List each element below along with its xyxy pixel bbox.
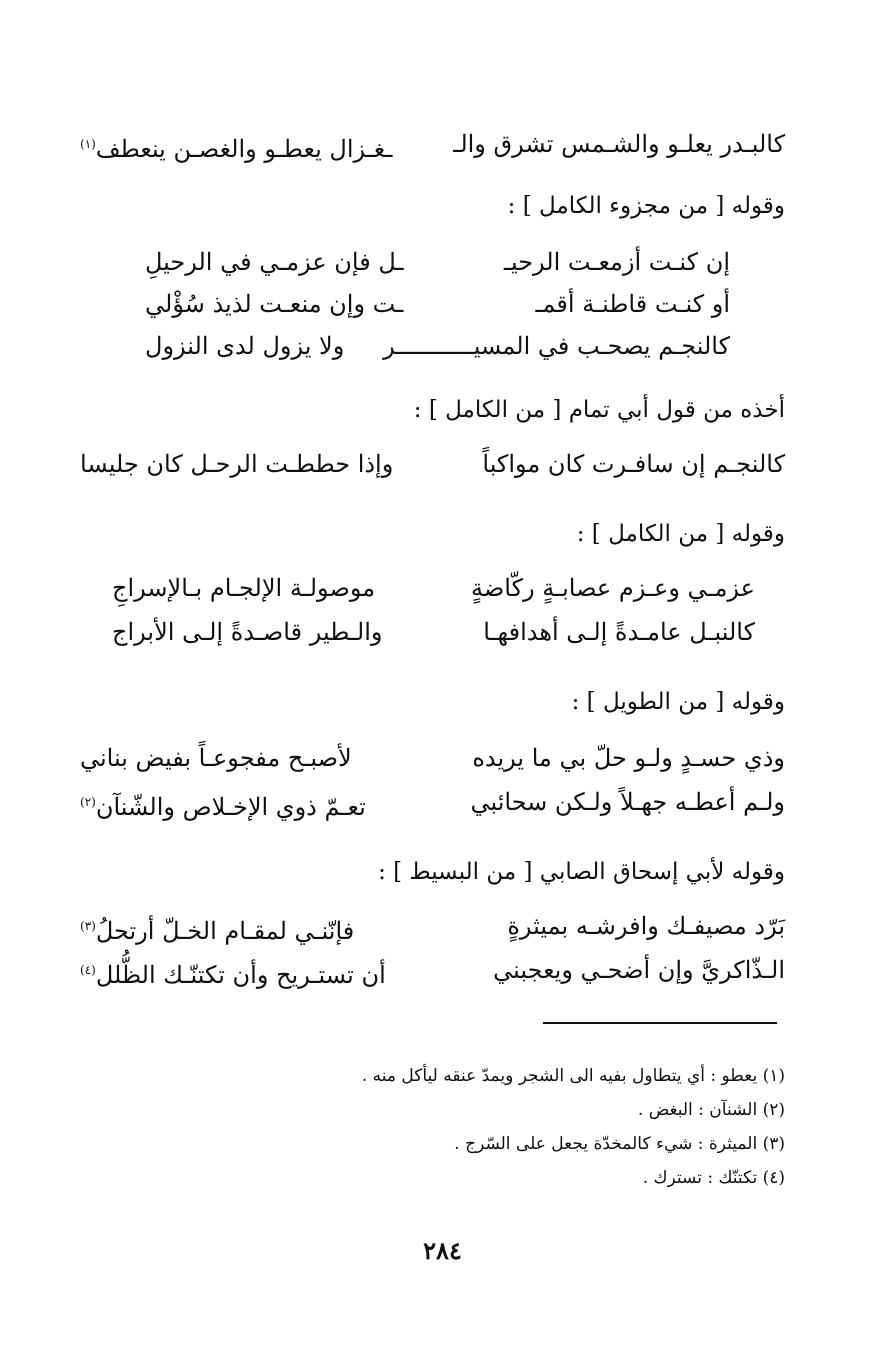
page-number: ٢٨٤	[423, 1236, 462, 1265]
footnote-separator	[543, 1022, 777, 1024]
section-heading: أخذه من قول أبي تمام [ من الكامل ] :	[413, 397, 785, 423]
footnote: (٣) الميثرة : شيء كالمخدّة يجعل على السّرج .	[454, 1134, 785, 1154]
verse-second-hemistich: ولا يزول لدى النزول	[145, 332, 345, 360]
footnote: (١) يعطو : أي يتطاول بفيه الى الشجر ويمدّ عنقه ليأكل منه .	[361, 1066, 785, 1086]
verse-first-hemistich: كالنبـل عامـدةً إلـى أهدافهـا	[483, 618, 755, 646]
verse-first-hemistich: بَرّد مصيفـك وافرشـه بميثرةٍ	[507, 912, 785, 940]
verse-first-hemistich: كالنجـم يصحـب في المسيـــــــــــر	[383, 332, 730, 360]
verse-second-hemistich	[80, 786, 366, 823]
verse-second-hemistich: والـطير قاصـدةً إلـى الأبراج	[112, 618, 383, 646]
verse-first-hemistich: ولـم أعطـه جهـلاً ولـكن سحائبي	[470, 788, 785, 816]
verse-second-text: فإنّنـي لمقـام الخـلّ أرتحلُ	[95, 917, 355, 945]
footnote-marker: (١)	[80, 137, 96, 151]
verse-second-text: أن تستـريح وأن تكتنّـك الظُّلل	[95, 961, 386, 989]
section-heading: وقوله لأبي إسحاق الصابي [ من البسيط ] :	[378, 859, 785, 885]
section-heading: وقوله [ من مجزوء الكامل ] :	[507, 193, 785, 219]
verse-second-text: ـغـزال يعطـو والغصـن ينعطف	[95, 135, 393, 163]
verse-second-text: تعـمّ ذوي الإخـلاص والشّنآن	[95, 793, 366, 821]
verse-second-hemistich	[80, 954, 386, 991]
footnote: (٤) تكتنّك : تسترك .	[642, 1168, 785, 1188]
footnote-marker: (٢)	[80, 795, 96, 809]
verse-second-hemistich: موصولـة الإلجـام بـالإسراجِ	[112, 574, 376, 602]
verse-second-hemistich: لأصبـح مفجوعـاً بفيض بناني	[80, 744, 352, 772]
verse-first-hemistich: إن كنـت أزمعـت الرحيـ	[503, 248, 730, 276]
verse-second-hemistich: ـل فإن عزمـي في الرحيلِ	[145, 248, 404, 276]
verse-first-hemistich: الـذّاكريَّ وإن أضحـي ويعجبني	[493, 956, 785, 984]
section-heading: وقوله [ من الكامل ] :	[576, 521, 785, 547]
footnote: (٢) الشنآن : البغض .	[637, 1100, 785, 1120]
verse-second-hemistich: ـت وإن منعـت لذيذ سُؤْلي	[145, 290, 404, 318]
footnote-marker: (٣)	[80, 919, 96, 933]
verse-first-hemistich: كالبـدر يعلـو والشـمس تشرق والـ	[453, 130, 785, 158]
verse-second-hemistich: وإذا حططـت الرحـل كان جليسا	[80, 450, 394, 478]
verse-first-hemistich: أو كنـت قاطنـة أقمـ	[535, 290, 730, 318]
verse-second-hemistich	[80, 128, 392, 165]
section-heading: وقوله [ من الطويل ] :	[571, 689, 785, 715]
verse-first-hemistich: كالنجـم إن سافـرت كان مواكباً	[482, 450, 785, 478]
verse-first-hemistich: عزمـي وعـزم عصابـةٍ ركّاضةٍ	[471, 574, 755, 602]
verse-second-hemistich	[80, 910, 354, 947]
verse-first-hemistich: وذي حسـدٍ ولـو حلّ بي ما يريده	[472, 744, 785, 772]
footnote-marker: (٤)	[80, 963, 96, 977]
